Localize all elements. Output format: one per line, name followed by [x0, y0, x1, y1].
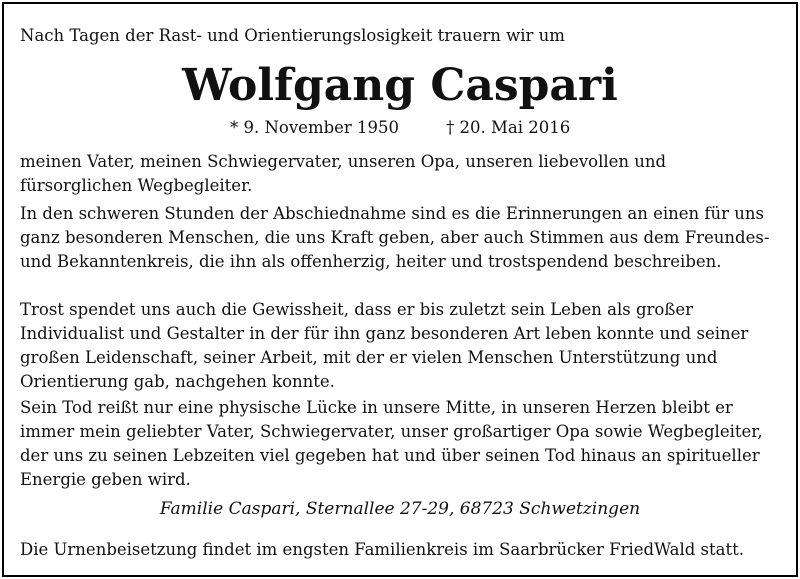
burial-note: Die Urnenbeisetzung findet im engsten Familienkreis im Saarbrücker FriedWald statt.	[20, 540, 744, 559]
intro-line: Nach Tagen der Rast- und Orientierungslosigkeit trauern wir um	[20, 26, 565, 45]
death-date: † 20. Mai 2016	[446, 118, 571, 137]
birth-date: * 9. November 1950	[230, 118, 400, 137]
paragraph-memories: In den schweren Stunden der Abschiednahme sind es die Erinnerungen an einen für uns ganz besonderen Menschen, die uns Kraft geben, aber auch Stimmen aus dem Freundes- und Bekanntenkreis, die ihn als offenherzig, heiter und trostspendend beschreiben.	[20, 204, 770, 271]
family-signature: Familie Caspari, Sternallee 27-29, 68723 Schwetzingen	[159, 499, 641, 519]
paragraph-legacy: Sein Tod reißt nur eine physische Lücke in unsere Mitte, in unseren Herzen bleibt er immer mein geliebter Vater, Schwiegervater, unser großartiger Opa sowie Wegbegleiter, der uns zu seinen Lebzeiten viel gegeben hat und über seinen Tod hinaus an spiritueller Energie geben wird.	[20, 398, 763, 489]
paragraph-relationship: meinen Vater, meinen Schwiegervater, unseren Opa, unseren liebevollen und fürsorglichen Wegbegleiter.	[20, 152, 667, 195]
deceased-name: Wolfgang Caspari	[182, 60, 618, 111]
paragraph-comfort: Trost spendet uns auch die Gewissheit, dass er bis zuletzt sein Leben als großer Individualist und Gestalter in der für ihn ganz besonderen Art leben konnte und seiner großen Leidenschaft, seiner Arbeit, mit der er vielen Menschen Unterstützung und Orientierung gab, nachgehen konnte.	[20, 300, 749, 391]
